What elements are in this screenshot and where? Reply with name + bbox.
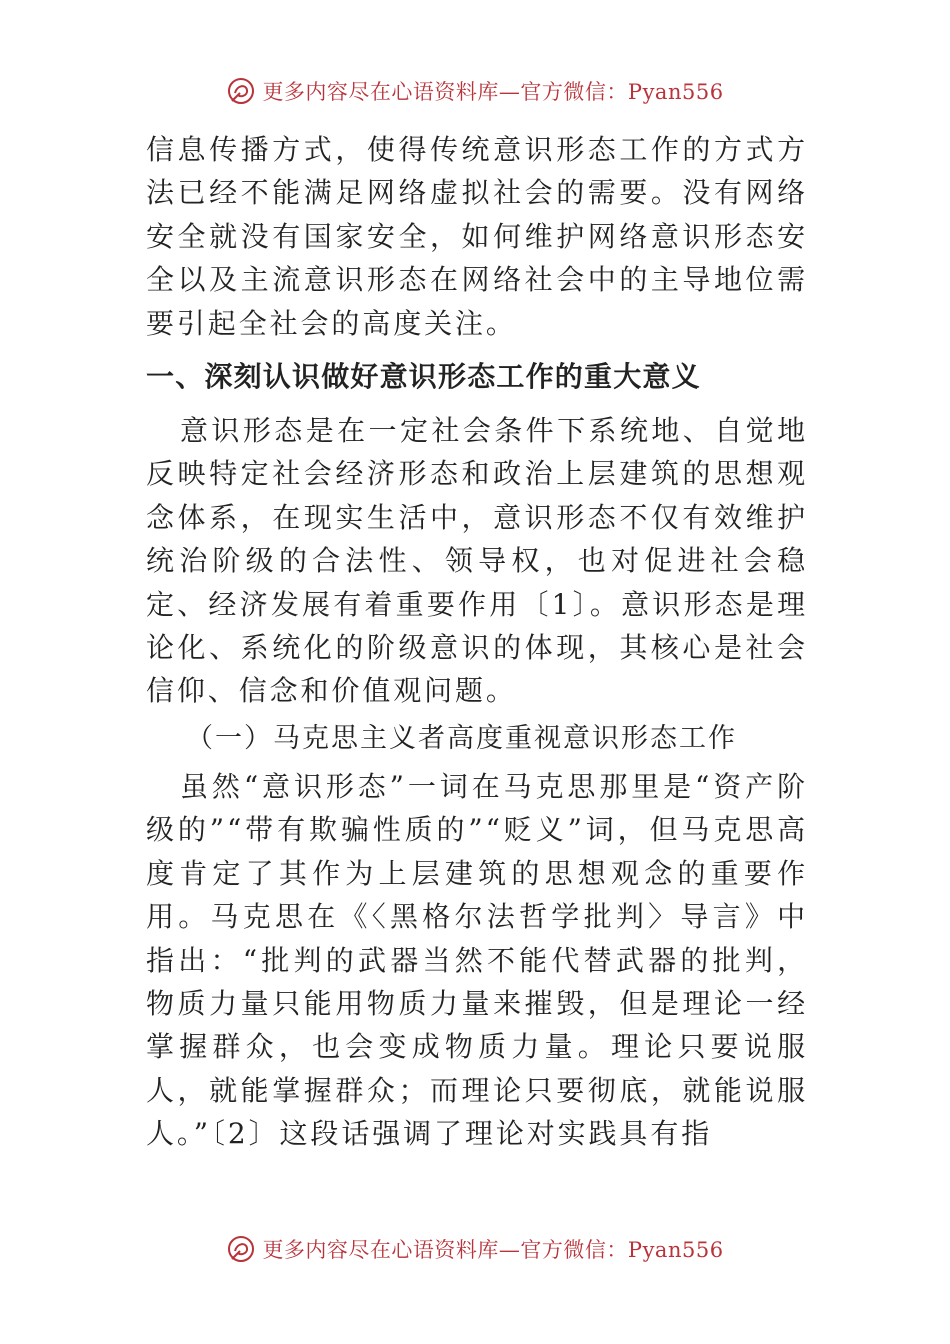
paragraph-ideology-definition: 意识形态是在一定社会条件下系统地、自觉地反映特定社会经济形态和政治上层建筑的思想观念体系，在现实生活中，意识形态不仅有效维护统治阶级的合法性、领导权，也对促进社会稳定、经济发展有着重要作用〔1〕。意识形态是理论化、系统化的阶级意识的体现，其核心是社会信仰、信念和价值观问题。: [146, 414, 808, 708]
rose-logo-icon: [226, 1234, 256, 1264]
paragraph-continued: 信息传播方式，使得传统意识形态工作的方式方法已经不能满足网络虚拟社会的需要。没有网络安全就没有国家安全，如何维护网络意识形态安全以及主流意识形态在网络社会中的主导地位需要引起全社会的高度关注。: [146, 133, 808, 340]
section-heading: 一、深刻认识做好意识形态工作的重大意义: [146, 360, 701, 394]
document-body: [146, 128, 808, 1156]
watermark-footer: [0, 1234, 950, 1264]
rose-logo-icon: [226, 76, 256, 106]
watermark-text: 更多内容尽在心语资料库—官方微信：Pyan556: [262, 1238, 724, 1262]
watermark-header: [0, 76, 950, 106]
paragraph-marx-quote: 虽然“意识形态”一词在马克思那里是“资产阶级的”“带有欺骗性质的”“贬义”词，但马克思高度肯定了其作为上层建筑的思想观念的重要作用。马克思在《〈黑格尔法哲学批判〉导言》中指出：“批判的武器当然不能代替武器的批判，物质力量只能用物质力量来摧毁，但是理论一经掌握群众，也会变成物质力量。理论只要说服人，就能掌握群众；而理论只要彻底，就能说服人。”〔2〕这段话强调了理论对实践具有指: [146, 769, 808, 1151]
subsection-heading: （一）马克思主义者高度重视意识形态工作: [186, 722, 737, 754]
watermark-text: 更多内容尽在心语资料库—官方微信：Pyan556: [262, 80, 724, 104]
